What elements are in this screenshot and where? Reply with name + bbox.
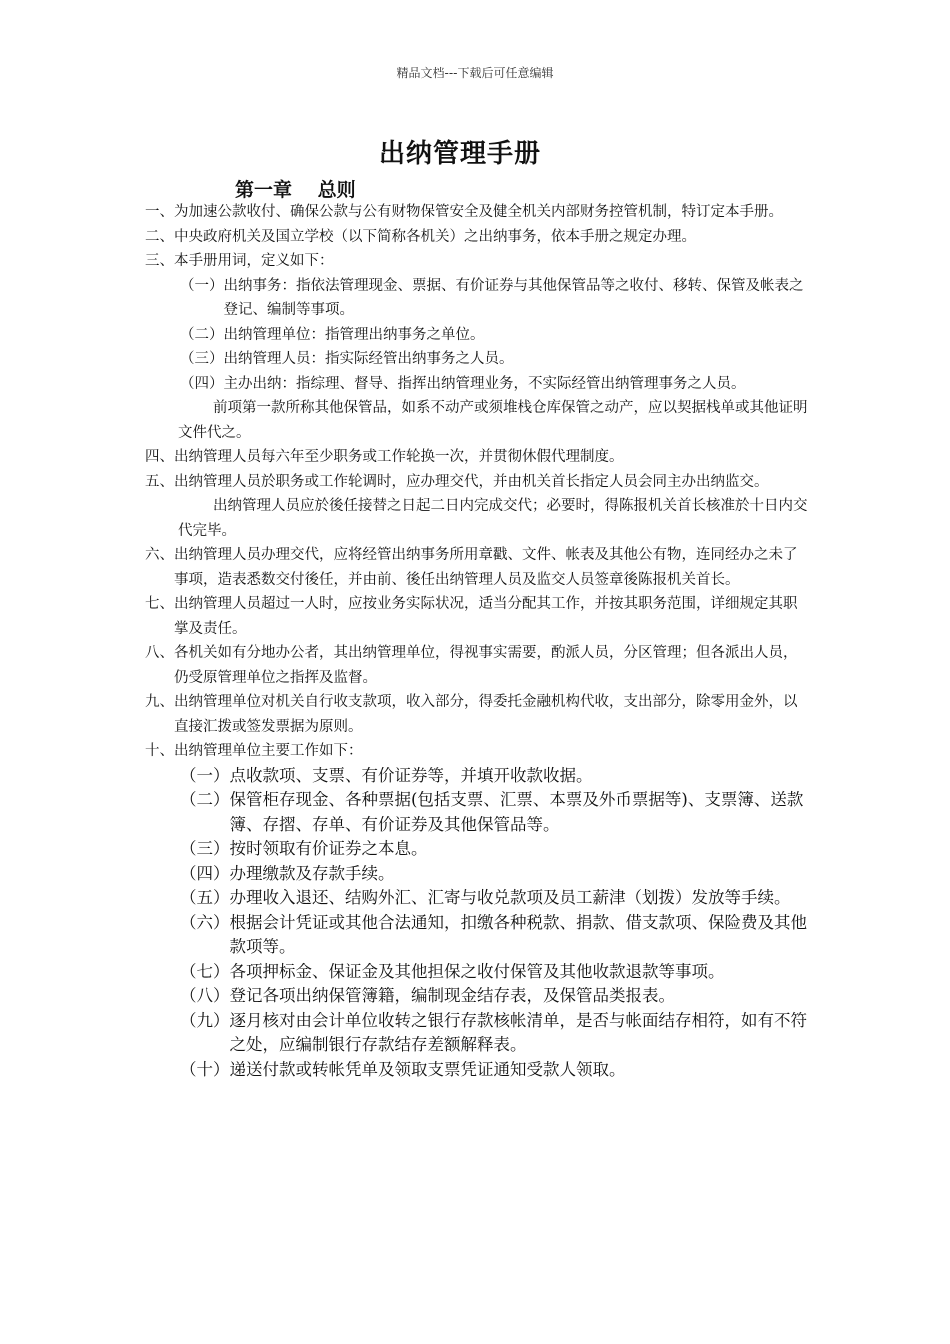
article-text: 出纳管理人员每六年至少职务或工作轮换一次，并贯彻休假代理制度。: [174, 449, 624, 465]
definition-text: 出纳管理人员：指实际经管出纳事务之人员。: [223, 351, 514, 367]
article-text: 出纳管理人员於职务或工作轮调时，应办理交代，并由机关首长指定人员会同主办出纳监交。: [174, 473, 769, 490]
duty-number: （二）: [180, 790, 230, 809]
duty-item: [180, 911, 810, 960]
definition-text: 出纳管理单位：指管理出纳事务之单位。: [223, 326, 485, 343]
article-3-note: 前项第一款所称其他保管品，如系不动产或须堆栈仓库保管之动产，应以契据栈单或其他证明文件代之。: [178, 400, 808, 441]
duty-number: （四）: [180, 863, 230, 883]
definition-item: [180, 372, 810, 397]
article-number: 九、: [145, 694, 174, 710]
duty-text: 按时领取有价证券之本息。: [229, 839, 428, 858]
duty-item: [180, 862, 810, 887]
document-body: [145, 200, 810, 1082]
definition-text: 主办出纳：指综理、督导、指挥出纳管理业务，不实际经管出纳管理事务之人员。: [223, 375, 746, 392]
duty-number: （八）: [180, 986, 230, 1005]
definition-item: [180, 274, 810, 323]
article-6: [145, 543, 810, 592]
duty-item: [180, 1058, 810, 1083]
duty-text: 登记各项出纳保管簿籍，编制现金结存表，及保管品类报表。: [229, 986, 675, 1005]
definition-number: （三）: [180, 351, 224, 367]
definition-item: [180, 323, 810, 348]
duty-text: 根据会计凭证或其他合法通知，扣缴各种税款、捐款、借支款项、保险费及其他款项等。: [229, 912, 807, 956]
duty-item: [180, 886, 810, 911]
duty-item: [180, 837, 810, 862]
article-10: [145, 739, 810, 764]
article-text: 出纳管理单位对机关自行收支款项，收入部分，得委托金融机构代收，支出部分，除零用金外，以直接汇拨或签发票据为原则。: [174, 694, 798, 735]
article-number: 一、: [145, 204, 174, 220]
article-text: 为加速公款收付、确保公款与公有财物保管安全及健全机关内部财务控管机制，特订定本手册。: [174, 204, 783, 220]
article-3: [145, 249, 810, 274]
duty-item: [180, 984, 810, 1009]
article-5-note: 出纳管理人员应於後任接替之日起二日内完成交代；必要时，得陈报机关首长核准於十日内交代完毕。: [178, 498, 808, 539]
duty-number: （十）: [180, 1059, 230, 1079]
duty-number: （三）: [180, 839, 230, 858]
article-number: 二、: [145, 228, 174, 245]
definition-number: （一）: [180, 277, 224, 294]
article-1: [145, 200, 810, 225]
article-text: 各机关如有分地办公者，其出纳管理单位，得视事实需要，酌派人员，分区管理；但各派出人员，仍受原管理单位之指挥及监督。: [174, 645, 798, 686]
article-2: [145, 225, 810, 250]
duty-text: 办理收入退还、结购外汇、汇寄与收兑款项及员工薪津（划拨）发放等手续。: [229, 888, 791, 907]
definition-item: [180, 347, 810, 372]
article-number: 三、: [145, 253, 174, 269]
document-title: 出纳管理手册: [378, 139, 541, 169]
article-text: 出纳管理单位主要工作如下：: [174, 743, 363, 759]
definition-text: 出纳事务：指依法管理现金、票据、有价证券与其他保管品等之收付、移转、保管及帐表之登记、编制等事项。: [223, 277, 804, 318]
article-number: 六、: [145, 547, 174, 563]
duty-number: （七）: [180, 961, 230, 981]
definition-number: （四）: [180, 375, 224, 392]
duty-number: （六）: [180, 912, 230, 932]
article-number: 七、: [145, 596, 174, 612]
article-number: 八、: [145, 645, 174, 661]
article-number: 五、: [145, 473, 174, 490]
article-text: 出纳管理人员超过一人时，应按业务实际状况，适当分配其工作，并按其职务范围，详细规定其职掌及责任。: [174, 596, 798, 637]
header-note: 精品文档---下载后可任意编辑: [396, 66, 554, 80]
duty-item: [180, 764, 810, 789]
article-text: 中央政府机关及国立学校（以下简称各机关）之出纳事务，依本手册之规定办理。: [174, 228, 696, 245]
duty-item: [180, 788, 810, 837]
article-8: [145, 641, 810, 690]
duty-text: 点收款项、支票、有价证券等，并填开收款收据。: [229, 765, 593, 785]
duty-text: 递送付款或转帐凭单及领取支票凭证通知受款人领取。: [229, 1059, 626, 1079]
article-5: [145, 470, 810, 495]
duty-text: 保管柜存现金、各种票据(包括支票、汇票、本票及外币票据等)、支票簿、送款簿、存摺、存单、有价证券及其他保管品等。: [229, 790, 804, 834]
article-number: 四、: [145, 449, 174, 465]
definition-number: （二）: [180, 326, 224, 343]
duty-text: 逐月核对由会计单位收转之银行存款核帐清单，是否与帐面结存相符，如有不符之处，应编制银行存款结存差额解释表。: [229, 1010, 807, 1054]
article-text: 出纳管理人员办理交代，应将经管出纳事务所用章戳、文件、帐表及其他公有物，连同经办之未了事项，造表悉数交付後任，并由前、後任出纳管理人员及监交人员签章後陈报机关首长。: [174, 547, 798, 588]
duty-item: [180, 1009, 810, 1058]
duty-number: （五）: [180, 888, 230, 907]
article-number: 十、: [145, 743, 174, 759]
article-9: [145, 690, 810, 739]
article-4: [145, 445, 810, 470]
article-7: [145, 592, 810, 641]
duty-text: 各项押标金、保证金及其他担保之收付保管及其他收款退款等事项。: [229, 961, 725, 981]
duty-item: [180, 960, 810, 985]
chapter-heading: 第一章 总则: [235, 179, 356, 201]
duty-number: （一）: [180, 765, 230, 785]
article-text: 本手册用词，定义如下：: [174, 253, 334, 269]
duty-text: 办理缴款及存款手续。: [229, 863, 395, 883]
duty-number: （九）: [180, 1010, 230, 1030]
